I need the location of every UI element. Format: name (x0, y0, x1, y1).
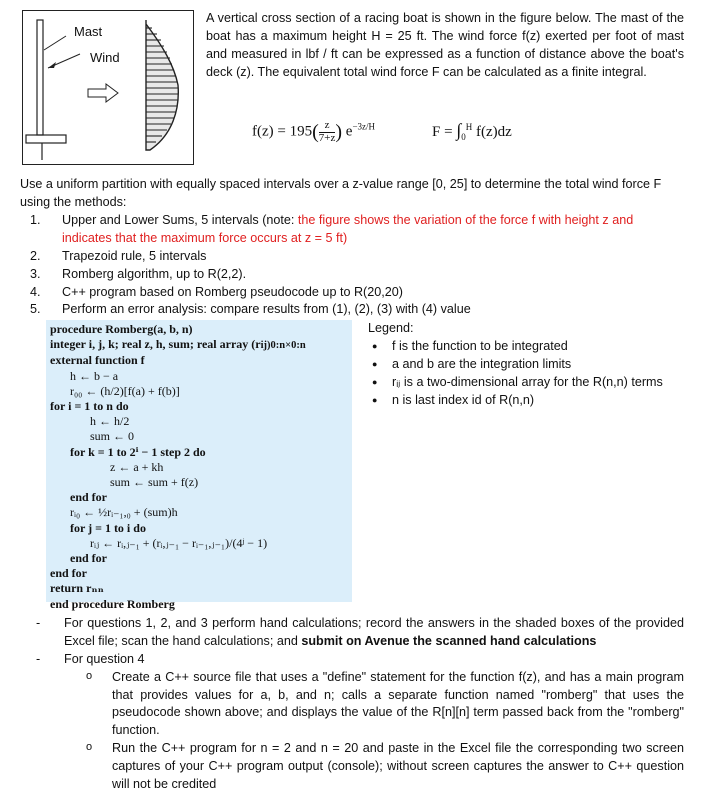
method-item: 1. Upper and Lower Sums, 5 intervals (note: the figure shows the variation of the force f with height z and indicates that the maximum force occurs at z = 5 ft) (30, 213, 634, 245)
pseudo-line: sum ← 0 (90, 429, 135, 444)
pseudo-line: end for (70, 551, 107, 566)
pseudo-line: end for (70, 490, 107, 505)
pseudo-line: end for (50, 566, 87, 581)
pseudo-line: z ← a + kh (110, 459, 164, 474)
wind-label: Wind (90, 50, 120, 65)
method-item: 2. Trapezoid rule, 5 intervals (30, 248, 207, 263)
pseudo-line: for j = 1 to i do (70, 520, 146, 535)
wind-arrow-icon (88, 84, 118, 102)
methods-list (20, 212, 684, 319)
force-equation: f(z) = 195( $\frac{z}{7+z}$ ) $e^{-3z/H}$ (252, 119, 376, 144)
pseudo-line: for k = 1 to 2ⁱ − 1 step 2 do (70, 444, 206, 459)
pseudo-line: rᵢⱼ ← rᵢ,ⱼ₋₁ + (rᵢ,ⱼ₋₁ − rᵢ₋₁,ⱼ₋₁)/(4ʲ − 1) (90, 535, 268, 550)
total-force-lhs: F = (432, 124, 457, 140)
hull-shape (26, 135, 66, 143)
legend (368, 320, 688, 409)
legend-item: ● f is the function to be integrated (368, 338, 688, 356)
pseudo-line: h ← h/2 (90, 414, 130, 429)
submission-instructions (28, 615, 684, 794)
pseudo-line: for i = 1 to n do (50, 399, 129, 414)
pseudo-line: h ← b − a (70, 368, 119, 383)
intro-paragraph: A vertical cross section of a racing boat is shown in the figure below. The mast of the boat has a maximum height H = 25 ft. The wind force f(z) exerted per foot of mast and measured in lbf / ft can be expressed as a function of distance above the boat's deck (z). The equivalent total wind force F can be calculated as a finite integral. (206, 11, 684, 79)
force-eq-lhs: f(z) = 195 (252, 123, 313, 140)
legend-item: ● rᵢⱼ is a two-dimensional array for the R(n,n) terms (368, 374, 688, 392)
legend-item: ● n is last index id of R(n,n) (368, 392, 688, 410)
pseudo-line: end procedure Romberg (50, 596, 175, 611)
total-force-equation: $F = \int_0^H$ f(z)dz (432, 120, 512, 142)
q123-instruction: - For questions 1, 2, and 3 perform hand calculations; record the answers in the shaded boxes of the provided Excel file; scan the hand calculations; and submit on Avenue the scanned hand calculations (36, 616, 684, 648)
wind-force-profile (146, 20, 178, 150)
method-item: 4. C++ program based on Romberg pseudocode up to R(20,20) (30, 284, 403, 299)
force-eq-denominator: 7+z (318, 131, 336, 144)
integral-lower: 0 (461, 132, 466, 142)
pseudo-line: integer i, j, k; real z, h, sum; real array (rij)0:n×0:n (50, 337, 306, 352)
pseudo-line: procedure Romberg(a, b, n) (50, 322, 193, 336)
method-note: the figure shows the variation of the force f with height z and indicates that the maximum force occurs at z = 5 ft) (62, 213, 634, 245)
method-item: 5. Perform an error analysis: compare results from (1), (2), (3) with (4) value (30, 302, 471, 317)
integral-upper: H (465, 122, 473, 132)
boat-mast-figure (22, 10, 194, 165)
method-item: 3. Romberg algorithm, up to R(2,2). (30, 266, 247, 281)
mast-shape (37, 20, 43, 135)
pseudo-line: external function f (50, 353, 145, 368)
force-eq-exponent: −3z/H (352, 121, 376, 132)
pseudo-line: r₀₀ ← (h/2)[f(a) + f(b)] (70, 383, 180, 398)
q4-subitem: o Run the C++ program for n = 2 and n = 20 and paste in the Excel file the corresponding two screen captures of your C++ program output (console); without screen captures the answer to C++ question will not be credited (86, 741, 684, 791)
pseudo-line: return rₙₙ (50, 581, 104, 596)
pseudo-line: rᵢ₀ ← ½rᵢ₋₁,₀ + (sum)h (70, 505, 178, 520)
legend-item: ● a and b are the integration limits (368, 356, 688, 374)
legend-title: Legend: (368, 321, 414, 335)
romberg-pseudocode (46, 320, 352, 611)
instructions-paragraph: Use a uniform partition with equally spaced intervals over a z-value range [0, 25] to determine the total wind force F using the methods: (20, 177, 662, 209)
pseudo-line: sum ← sum + f(z) (110, 475, 199, 490)
force-eq-numerator: z (319, 120, 336, 133)
mast-label: Mast (74, 24, 103, 39)
submit-emphasis: submit on Avenue the scanned hand calculations (301, 633, 597, 648)
q4-subitem: o Create a C++ source file that uses a "define" statement for the function f(z), and has a main program that provides values for a, b, and n; calls a separate function named "romberg" that uses the pseudocode shown above; and displays the value of the R[n][n] term passed back from the "romberg" function. (86, 669, 684, 738)
integrand: f(z)dz (476, 124, 512, 140)
q4-instruction: - For question 4 (36, 651, 145, 666)
